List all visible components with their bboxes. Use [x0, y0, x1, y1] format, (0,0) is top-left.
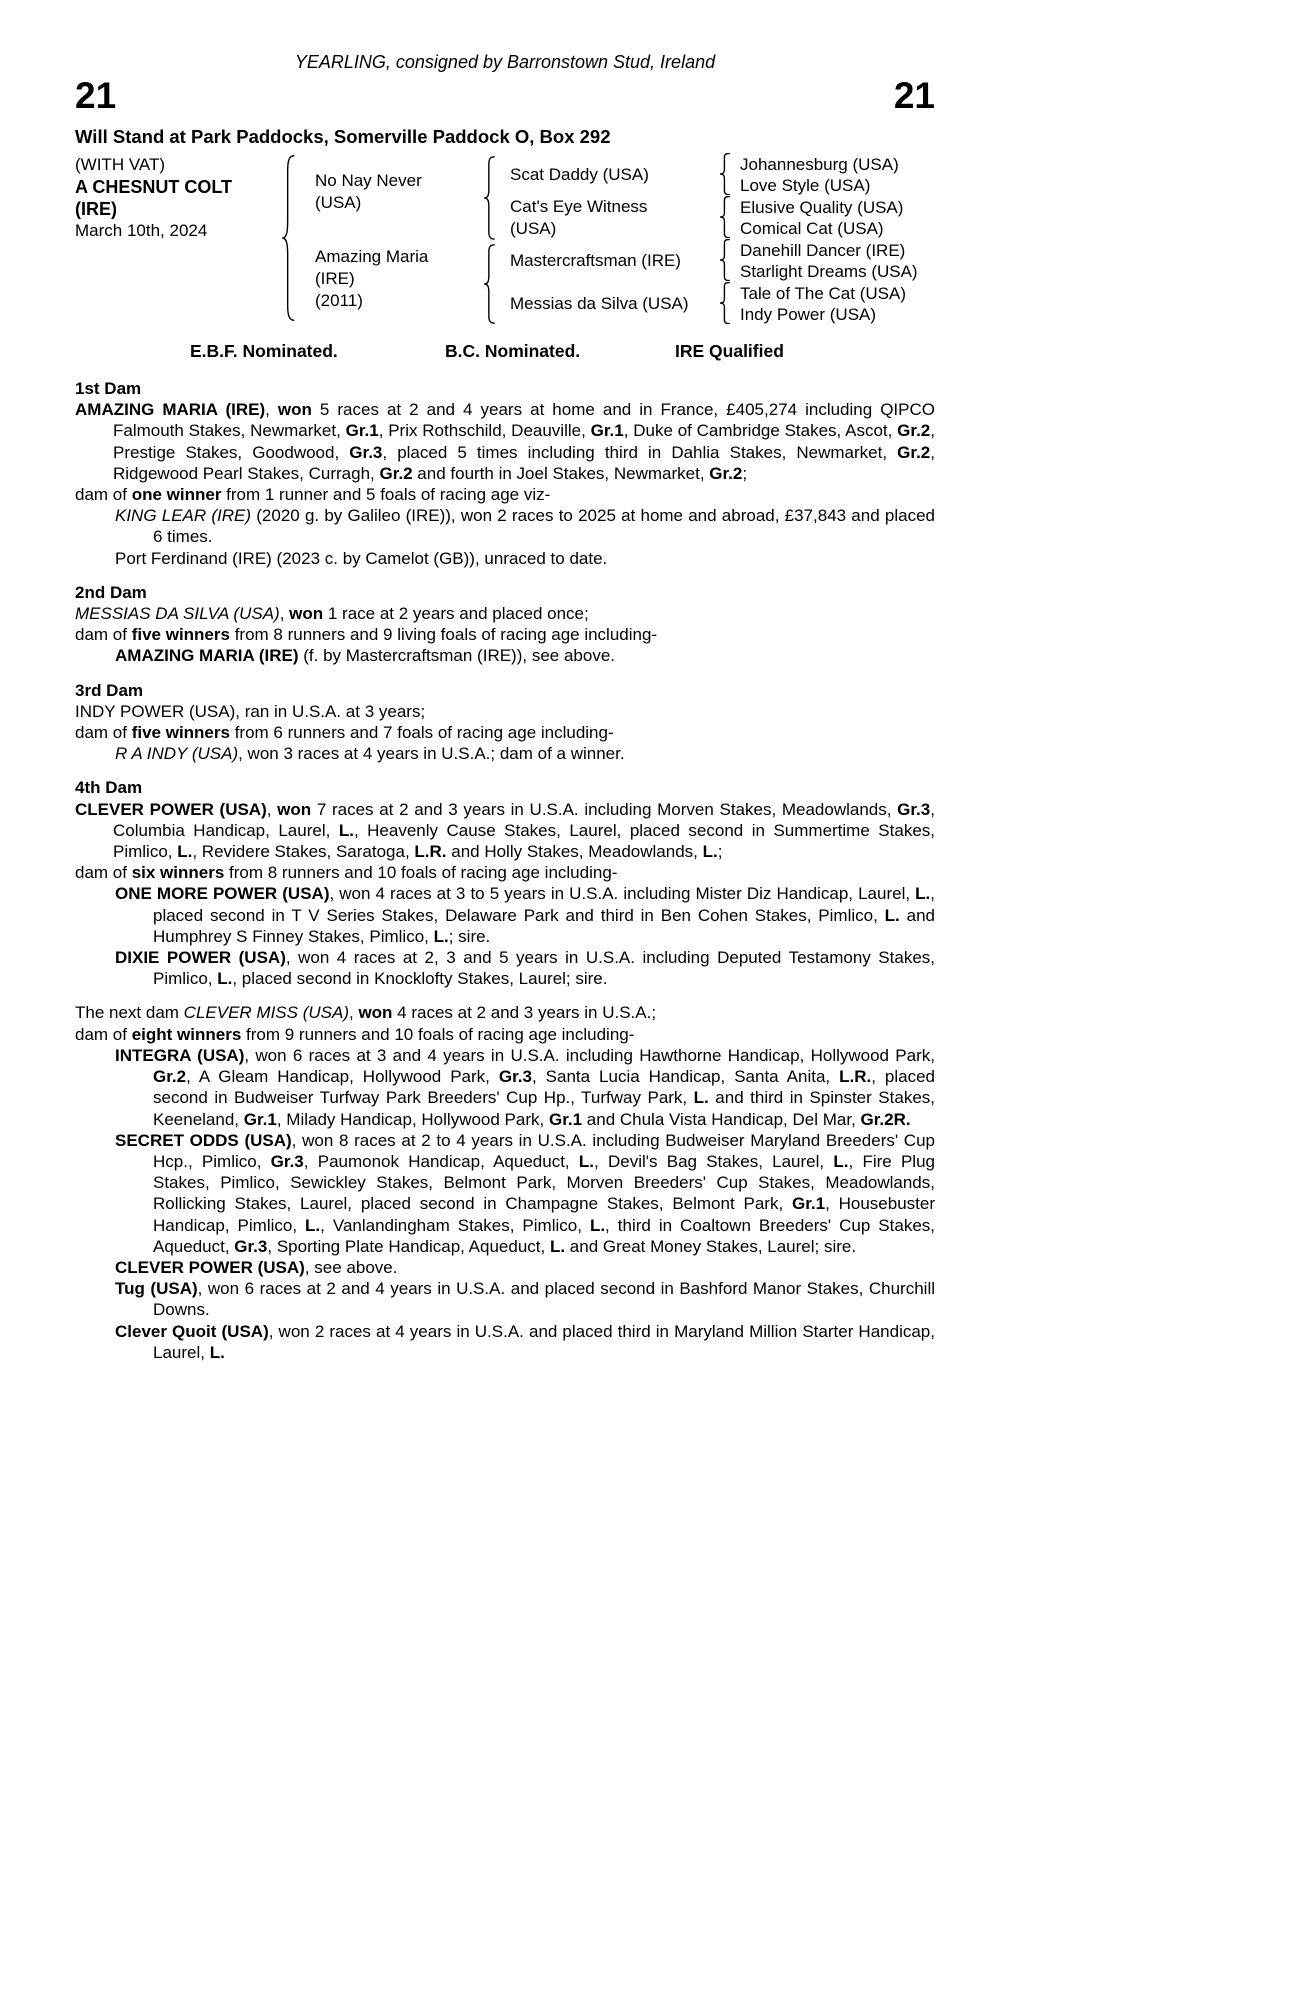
grandsire-name: Scat Daddy (USA) [510, 165, 649, 184]
sire-name-line2: (USA) [315, 193, 362, 212]
great-grandparent-name: Tale of The Cat (USA) [740, 284, 906, 303]
great-grandparent-name: Indy Power (USA) [740, 305, 877, 324]
great-grandparent-name: Elusive Quality (USA) [740, 198, 904, 217]
pedigree-paragraph: SECRET ODDS (USA), won 8 races at 2 to 4 years in U.S.A. including Budweiser Maryland Breeders' Cup Hcp., Pimlico, Gr.3, Paumonok Handicap, Aqueduct, L., Devil's Bag Stakes, Laurel, L., Fire Plug Stakes, Pimlico, Sewickley Stakes, Belmont Park, Morven Breeders' Cup Stakes, Meadowlands, Rollicking Stakes, Laurel, placed second in Champagne Stakes, Belmont Park, Gr.1, Housebuster Handicap, Pimlico, L., Vanlandingham Stakes, Pimlico, L., third in Coaltown Breeders' Cup Stakes, Aqueduct, Gr.3, Sporting Plate Handicap, Aqueduct, L. and Great Money Stakes, Laurel; sire. [115, 1130, 935, 1256]
lot-number-right: 21 [893, 75, 935, 116]
dam-name-line3: (2011) [315, 291, 363, 310]
pedigree-paragraph: KING LEAR (IRE) (2020 g. by Galileo (IRE)), won 2 races to 2025 at home and abroad, £37,843 and placed 6 times. [115, 506, 935, 547]
great-grandparent-name: Comical Cat (USA) [740, 219, 884, 238]
pedigree-brace [483, 244, 497, 324]
pedigree-paragraph: CLEVER POWER (USA), see above. [115, 1257, 398, 1277]
grandsire-name: Mastercraftsman (IRE) [510, 251, 681, 270]
pedigree-paragraph: R A INDY (USA), won 3 races at 4 years in U.S.A.; dam of a winner. [115, 744, 625, 764]
colt-details [75, 154, 232, 242]
nominations-line [75, 341, 935, 363]
great-grandparent-name: Starlight Dreams (USA) [740, 262, 918, 281]
pedigree-paragraph: INTEGRA (USA), won 6 races at 3 and 4 years in U.S.A. including Hawthorne Handicap, Hollywood Park, Gr.2, A Gleam Handicap, Hollywood Park, Gr.3, Santa Lucia Handicap, Santa Anita, L.R., placed second in Budweiser Turfway Park Breeders' Cup Hp., Turfway Park, L. and third in Spinster Stakes, Keeneland, Gr.1, Milady Handicap, Hollywood Park, Gr.1 and Chula Vista Handicap, Del Mar, Gr.2R. [115, 1045, 936, 1129]
pedigree-brace [719, 239, 732, 281]
pedigree-brace [719, 282, 732, 324]
pedigree-paragraph: dam of one winner from 1 runner and 5 foals of racing age viz- [75, 485, 551, 505]
page-content [75, 0, 935, 1363]
pedigree-paragraph: AMAZING MARIA (IRE), won 5 races at 2 and 4 years at home and in France, £405,274 including QIPCO Falmouth Stakes, Newmarket, Gr.1, Prix Rothschild, Deauville, Gr.1, Duke of Cambridge Stakes, Ascot, Gr.2, Prestige Stakes, Goodwood, Gr.3, placed 5 times including third in Dahlia Stakes, Newmarket, Gr.2, Ridgewood Pearl Stakes, Curragh, Gr.2 and fourth in Joel Stakes, Newmarket, Gr.2; [75, 400, 935, 483]
pedigree-paragraph: The next dam CLEVER MISS (USA), won 4 races at 2 and 3 years in U.S.A.; [75, 1003, 657, 1023]
consignor-line: YEARLING, consigned by Barronstown Stud, Ireland [294, 52, 716, 72]
colt-name-line1: A CHESNUT COLT [75, 177, 232, 197]
colt-name-line2: (IRE) [75, 199, 117, 219]
great-grandparent-name: Johannesburg (USA) [740, 155, 899, 174]
foaling-date: March 10th, 2024 [75, 221, 208, 240]
dam-name-line2: (IRE) [315, 269, 355, 288]
granddam-name: Cat's Eye Witness (USA) [510, 197, 648, 238]
dam-heading: 4th Dam [75, 778, 143, 798]
ebf-nominated: E.B.F. Nominated. [190, 341, 338, 361]
sire-name-line1: No Nay Never [315, 171, 422, 190]
pedigree-paragraph: INDY POWER (USA), ran in U.S.A. at 3 years; [75, 701, 426, 721]
dam-heading: 3rd Dam [75, 680, 144, 700]
dam-heading: 1st Dam [75, 379, 142, 398]
pedigree-paragraph: dam of five winners from 8 runners and 9 living foals of racing age including- [75, 625, 658, 645]
ire-qualified: IRE Qualified [675, 341, 784, 361]
pedigree-paragraph: dam of five winners from 6 runners and 7 foals of racing age including- [75, 723, 614, 743]
great-grandparent-name: Love Style (USA) [740, 176, 871, 195]
dam-section [75, 777, 935, 989]
pedigree-paragraph: Clever Quoit (USA), won 2 races at 4 years in U.S.A. and placed third in Maryland Million Starter Handicap, Laurel, L. [115, 1321, 935, 1362]
pedigree-brace [483, 156, 497, 240]
bc-nominated: B.C. Nominated. [445, 341, 581, 361]
pedigree-paragraph: dam of six winners from 8 runners and 10 foals of racing age including- [75, 863, 618, 883]
dam-section [75, 680, 935, 765]
pedigree-paragraph: Port Ferdinand (IRE) (2023 c. by Camelot (GB)), unraced to date. [115, 548, 608, 568]
dam-section [75, 1002, 935, 1362]
lot-number-row [75, 77, 935, 114]
pedigree-paragraph: ONE MORE POWER (USA), won 4 races at 3 to 5 years in U.S.A. including Mister Diz Handicap, Laurel, L., placed second in T V Series Stakes, Delaware Park and third in Ben Cohen Stakes, Pimlico, L. and Humphrey S Finney Stakes, Pimlico, L.; sire. [115, 884, 935, 946]
vat-note: (WITH VAT) [75, 155, 166, 174]
pedigree-paragraph: CLEVER POWER (USA), won 7 races at 2 and 3 years in U.S.A. including Morven Stakes, Meadowlands, Gr.3, Columbia Handicap, Laurel, L., Heavenly Cause Stakes, Laurel, placed second in Summertime Stakes, Pimlico, L., Revidere Stakes, Saratoga, L.R. and Holly Stakes, Meadowlands, L.; [75, 799, 935, 862]
sire-name [315, 170, 422, 214]
pedigree-brace [719, 153, 732, 195]
dam-section [75, 582, 935, 667]
pedigree-paragraph: dam of eight winners from 9 runners and 10 foals of racing age including- [75, 1024, 635, 1044]
pedigree-table [75, 154, 935, 332]
granddam-name: Messias da Silva (USA) [510, 294, 689, 313]
pedigree-brace [719, 196, 732, 238]
dam-section [75, 378, 935, 569]
stabling-line: Will Stand at Park Paddocks, Somerville Paddock O, Box 292 [75, 126, 611, 147]
dam-name [315, 246, 428, 312]
dam-heading: 2nd Dam [75, 582, 147, 602]
pedigree-text [75, 378, 935, 1363]
pedigree-paragraph: Tug (USA), won 6 races at 2 and 4 years in U.S.A. and placed second in Bashford Manor Stakes, Churchill Downs. [115, 1279, 935, 1320]
lot-number-left: 21 [75, 75, 117, 116]
pedigree-brace [281, 154, 297, 322]
pedigree-paragraph: AMAZING MARIA (IRE) (f. by Mastercraftsman (IRE)), see above. [115, 646, 615, 666]
great-grandparent-name: Danehill Dancer (IRE) [740, 241, 906, 260]
dam-name-line1: Amazing Maria [315, 247, 429, 266]
pedigree-paragraph: MESSIAS DA SILVA (USA), won 1 race at 2 years and placed once; [75, 604, 589, 624]
pedigree-paragraph: DIXIE POWER (USA), won 4 races at 2, 3 and 5 years in U.S.A. including Deputed Testamony Stakes, Pimlico, L., placed second in Knocklofty Stakes, Laurel; sire. [115, 948, 935, 989]
